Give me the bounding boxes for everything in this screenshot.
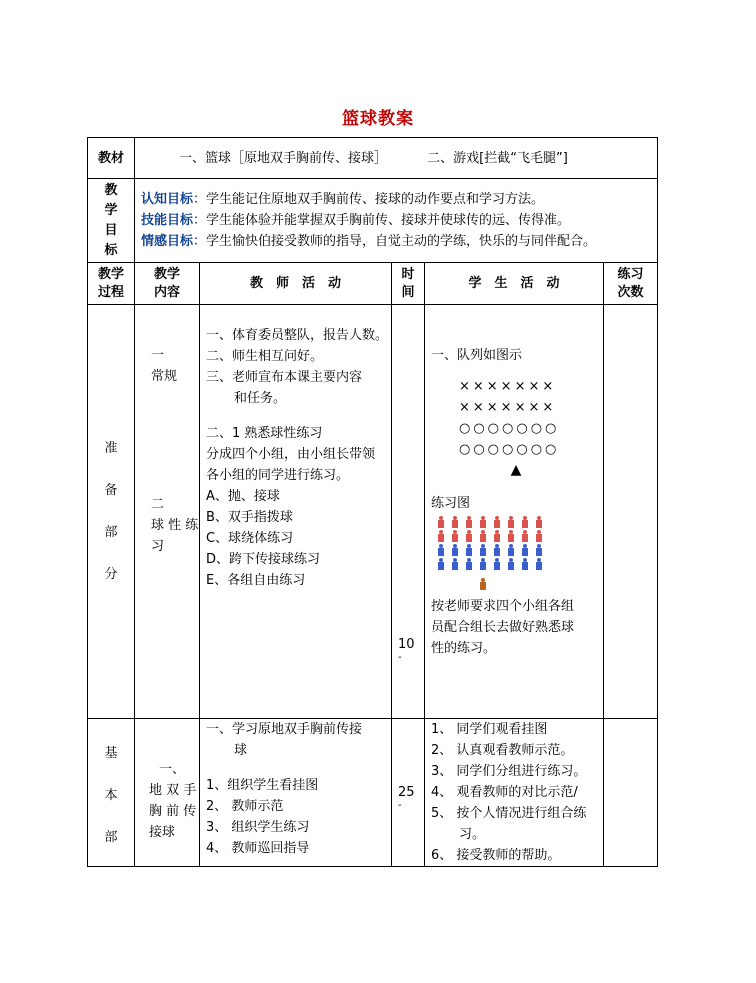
row-basic — [88, 719, 658, 867]
student-figure-red — [451, 516, 459, 528]
student-figure-blue — [521, 544, 529, 556]
prep-teacher-activity: 一、体育委员整队，报告人数。 二、师生相互问好。 三、老师宣布本课主要内容 和任务。 二、1 熟悉球性练习 分成四个小组，由小组长带领 各小组的同学进行练习。 A、抛、接球 B、双手指拨球 C、球绕体练习 D、跨下传接球练习 E、各组自由练习 — [200, 305, 392, 719]
practice-row — [431, 516, 603, 530]
header-student-activity: 学 生 活 动 — [425, 263, 604, 305]
goal-affective: 情感目标：学生愉快伯接受教师的指导，自觉主动的学练，快乐的与同伴配合。 — [141, 234, 597, 249]
student-figure-red — [479, 530, 487, 542]
prep-time: 10 - — [392, 305, 425, 719]
student-figure-blue — [451, 558, 459, 570]
student-figure-red — [521, 530, 529, 542]
row-material — [88, 138, 658, 179]
student-figure-blue — [451, 544, 459, 556]
student-figure-blue — [437, 558, 445, 570]
teacher-position-triangle: ▲ — [510, 462, 522, 478]
student-figure-red — [535, 530, 543, 542]
student-figure-blue — [493, 544, 501, 556]
header-time: 时 间 — [392, 263, 425, 305]
student-figure-blue — [507, 558, 515, 570]
student-figure-red — [479, 516, 487, 528]
student-figure-blue — [521, 558, 529, 570]
material-content — [135, 138, 658, 179]
student-figure-red — [493, 516, 501, 528]
prep-content: 一 常规 二 球 性 练 习 — [135, 305, 200, 719]
header-process: 教学 过程 — [88, 263, 135, 305]
material-item-2: 二、游戏[拦截“飞毛腿”] — [427, 150, 568, 166]
basic-time: 25 - — [392, 719, 425, 867]
prep-student-activity: 一、队列如图示 ××××××× ××××××× ○○○○○○○ ○○○○○○○ ▲ 练习图 按老师要求四个小组各组 员配合组长去做好熟悉球 性的练习。 — [425, 305, 604, 719]
basic-phase: 基 本 部 — [88, 719, 135, 867]
practice-title: 练习图 — [431, 496, 471, 511]
practice-row — [431, 544, 603, 558]
student-figure-red — [437, 530, 445, 542]
student-figure-red — [437, 516, 445, 528]
lesson-plan-table — [87, 137, 658, 867]
practice-diagram — [431, 514, 603, 592]
student-figure-blue — [465, 544, 473, 556]
prep-content-routine-num: 一 — [151, 348, 165, 363]
student-figure-blue — [535, 544, 543, 556]
goal-cognitive: 认知目标：学生能记住原地双手胸前传、接球的动作要点和学习方法。 — [141, 192, 545, 207]
basic-content: 一、 地 双 手 胸 前 传 接球 — [135, 719, 200, 867]
row-goals — [88, 179, 658, 263]
header-teacher-activity: 教 师 活 动 — [200, 263, 392, 305]
material-label: 教材 — [88, 138, 135, 179]
student-figure-red — [521, 516, 529, 528]
header-row — [88, 263, 658, 305]
student-figure-blue — [493, 558, 501, 570]
student-figure-blue — [535, 558, 543, 570]
practice-row — [431, 530, 603, 544]
student-figure-blue — [479, 558, 487, 570]
goal-skill: 技能目标：学生能体验并能掌握双手胸前传、接球并使球传的远、传得准。 — [141, 213, 571, 228]
coach-figure — [479, 578, 487, 590]
header-practice-count: 练习 次数 — [604, 263, 658, 305]
student-figure-blue — [507, 544, 515, 556]
basic-practice-count — [604, 719, 658, 867]
material-item-1: 一、篮球［原地双手胸前传、接球］ — [179, 150, 388, 166]
page-title: 篮球教案 — [342, 109, 414, 129]
prep-phase: 准 备 部 分 — [88, 305, 135, 719]
goals-label: 教 学 目 标 — [88, 179, 135, 263]
student-figure-blue — [479, 544, 487, 556]
practice-row — [431, 558, 603, 572]
student-figure-red — [507, 516, 515, 528]
student-figure-red — [493, 530, 501, 542]
basic-teacher-activity: 一、学习原地双手胸前传接 球 1、组织学生看挂图 2、 教师示范 3、 组织学生练习 4、 教师巡回指导 — [200, 719, 392, 867]
student-figure-blue — [465, 558, 473, 570]
goals-content — [135, 179, 658, 263]
prep-content-ball: 球 性 练 — [151, 518, 199, 533]
student-figure-red — [465, 516, 473, 528]
prep-content-routine: 常规 — [151, 369, 178, 384]
basic-student-activity: 1、 同学们观看挂图 2、 认真观看教师示范。 3、 同学们分组进行练习。 4、 观看教师的对比示范/ 5、 按个人情况进行组合练 习。 6、 接受教师的帮助。 — [425, 719, 604, 867]
header-content: 教学 内容 — [135, 263, 200, 305]
student-figure-blue — [437, 544, 445, 556]
student-figure-red — [535, 516, 543, 528]
student-figure-red — [451, 530, 459, 542]
row-preparation — [88, 305, 658, 719]
student-figure-red — [465, 530, 473, 542]
prep-practice-count — [604, 305, 658, 719]
formation-title: 一、队列如图示 — [431, 348, 523, 363]
prep-content-ball-num: 二 — [151, 497, 165, 512]
student-figure-red — [507, 530, 515, 542]
formation-diagram: ××××××× ××××××× ○○○○○○○ ○○○○○○○ ▲ — [431, 376, 603, 481]
